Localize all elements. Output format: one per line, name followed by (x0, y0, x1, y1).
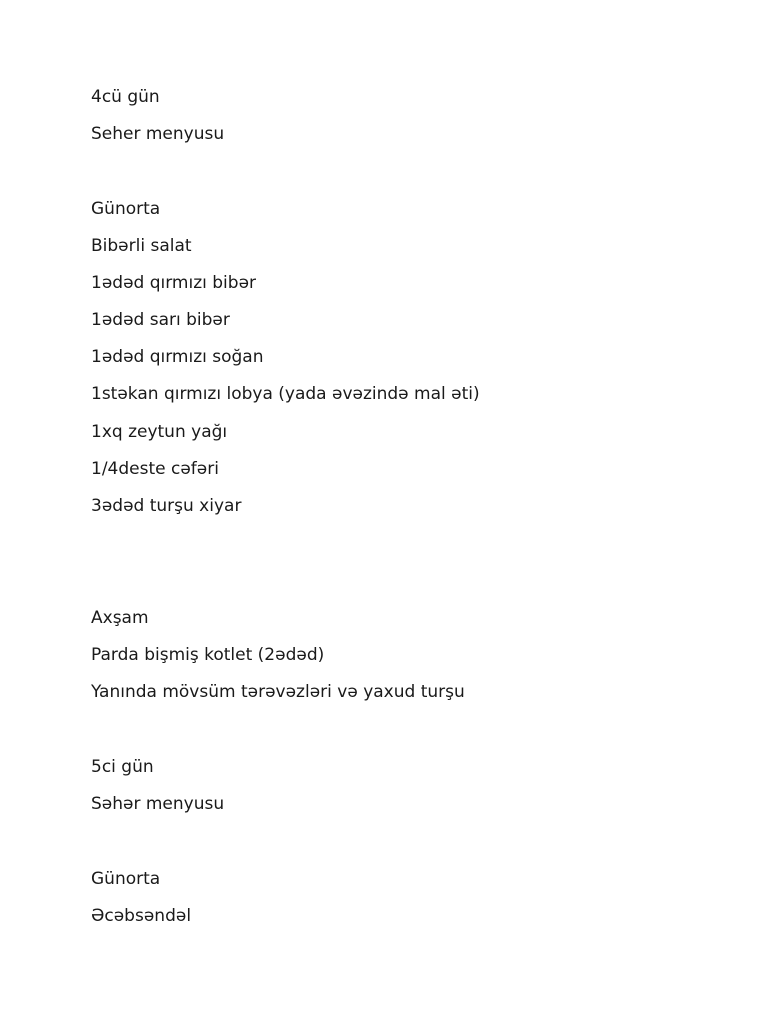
lunch-heading: Günorta (91, 199, 161, 219)
ingredient-line: 3ədəd turşu xiyar (91, 496, 242, 516)
ingredient-line: 1/4deste cəfəri (91, 459, 219, 479)
dinner-side: Yanında mövsüm tərəvəzləri və yaxud turşu (91, 682, 465, 702)
lunch-heading: Günorta (91, 869, 161, 889)
day-heading: 5ci gün (91, 757, 154, 777)
breakfast-heading: Səhər menyusu (91, 794, 225, 814)
ingredient-line: 1stəkan qırmızı lobya (yada əvəzində mal əti) (91, 384, 480, 404)
ingredient-line: 1ədəd qırmızı bibər (91, 273, 257, 293)
breakfast-heading: Seher menyusu (91, 124, 225, 144)
ingredient-line: 1ədəd qırmızı soğan (91, 347, 264, 367)
dish-title: Bibərli salat (91, 236, 192, 256)
dinner-heading: Axşam (91, 608, 149, 628)
day-heading: 4cü gün (91, 87, 160, 107)
ingredient-line: 1xq zeytun yağı (91, 422, 228, 442)
dinner-dish: Parda bişmiş kotlet (2ədəd) (91, 645, 325, 665)
dish-title: Əcəbsəndəl (91, 906, 192, 926)
ingredient-line: 1ədəd sarı bibər (91, 310, 230, 330)
